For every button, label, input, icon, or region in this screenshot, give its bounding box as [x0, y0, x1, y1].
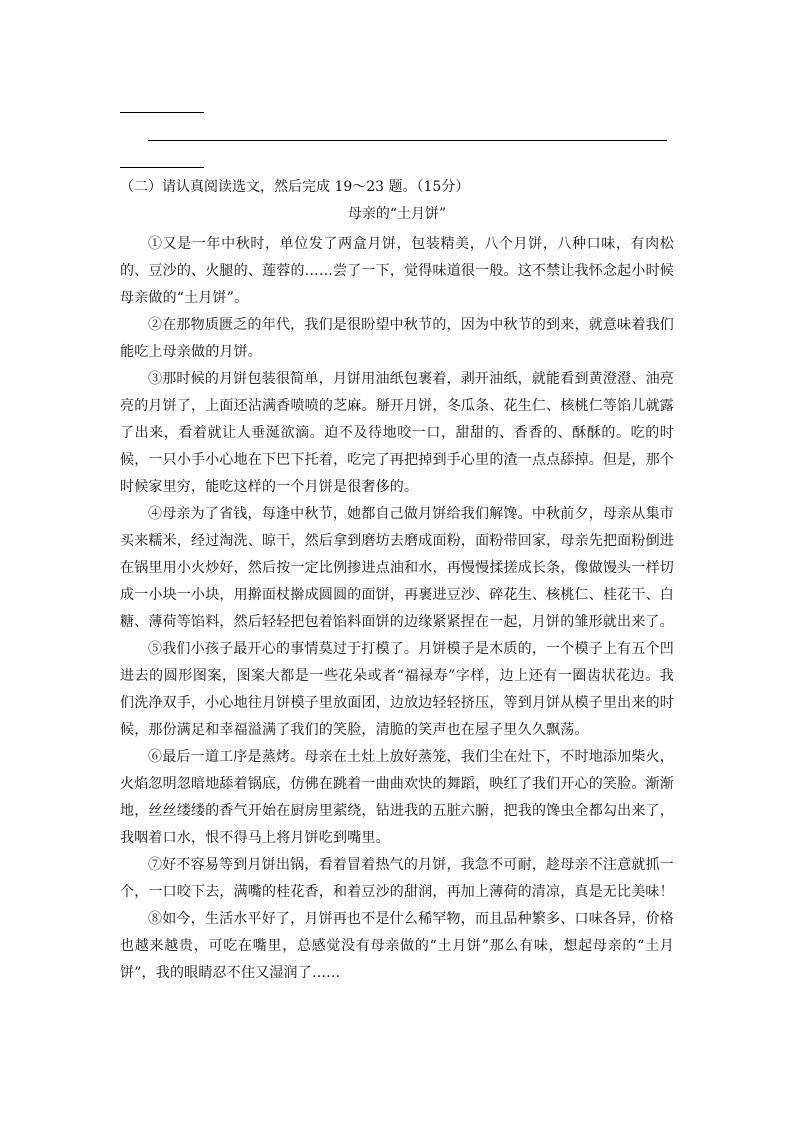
article-title: 母亲的“土月饼”: [347, 206, 447, 222]
paragraph-5: ⑤我们小孩子最开心的事情莫过于打模了。月饼模子是木质的，一个模子上有五个凹进去的圆形图案，图案大都是一些花朵或者“福禄寿”字样，边上还有一圈齿状花边。我们洗净双手，小心地往月饼模子里放面团，边放边轻轻挤压，等到月饼从模子里出来的时候，那份满足和幸福溢满了我们的笑脸，清脆的笑声也在屋子里久久飘荡。: [120, 641, 674, 738]
paragraph-4: ④母亲为了省钱，每逢中秋节，她都自己做月饼给我们解馋。中秋前夕，母亲从集市买来糯米，经过淘洗、晾干，然后拿到磨坊去磨成面粉，面粉带回家，母亲先把面粉倒进在锅里用小火炒好，然后按一定比例掺进点油和水，再慢慢揉搓成长条，像做馒头一样切成一小块一小块，用擀面杖擀成圆圆的面饼，再裹进豆沙、碎花生、核桃仁、桂花干、白糖、薄荷等馅料，然后轻轻把包着馅料面饼的边缘紧紧捏在一起，月饼的雏形就出来了。: [120, 506, 674, 630]
answer-line-short-bottom: [120, 167, 204, 168]
paragraph-2: ②在那物质匮乏的年代，我们是很盼望中秋节的，因为中秋节的到来，就意味着我们能吃上母亲做的月饼。: [120, 317, 674, 360]
article-body: [120, 231, 674, 987]
paragraph-1: ①又是一年中秋时，单位发了两盒月饼，包装精美，八个月饼，八种口味，有肉松的、豆沙的、火腿的、莲蓉的……尝了一下，觉得味道很一般。这不禁让我怀念起小时候母亲做的“土月饼”。: [120, 236, 674, 306]
paragraph-8: ⑧如今，生活水平好了，月饼再也不是什么稀罕物，而且品种繁多、口味各异，价格也越来越贵，可吃在嘴里，总感觉没有母亲做的“土月饼”那么有味，想起母亲的“土月饼”，我的眼睛忍不住又湿润了……: [120, 911, 674, 981]
section-instruction: （二）请认真阅读选文，然后完成 19～23 题。（15分）: [120, 179, 470, 195]
answer-line-long: [148, 140, 667, 141]
answer-line-short-top: [120, 112, 204, 113]
paragraph-6: ⑥最后一道工序是蒸烤。母亲在土灶上放好蒸笼，我们尘在灶下，不时地添加柴火，火焰忽明忽暗地舔着锅底，仿佛在跳着一曲曲欢快的舞蹈，映红了我们开心的笑脸。渐渐地，丝丝缕缕的香气开始在厨房里萦绕，钻进我的五脏六腑，把我的馋虫全都勾出来了，我咽着口水，恨不得马上将月饼吃到嘴里。: [120, 749, 674, 846]
paragraph-7: ⑦好不容易等到月饼出锅，看着冒着热气的月饼，我急不可耐，趁母亲不注意就抓一个，一口咬下去，满嘴的桂花香，和着豆沙的甜润，再加上薄荷的清凉，真是无比美味！: [120, 857, 674, 900]
paragraph-3: ③那时候的月饼包装很简单，月饼用油纸包裹着，剥开油纸，就能看到黄澄澄、油亮亮的月饼了，上面还沾满香喷喷的芝麻。掰开月饼，冬瓜条、花生仁、核桃仁等馅儿就露了出来，看着就让人垂涎欲滴。迫不及待地咬一口，甜甜的、香香的、酥酥的。吃的时候，一只小手小心地在下巴下托着，吃完了再把掉到手心里的渣一点点舔掉。但是，那个时候家里穷，能吃这样的一个月饼是很奢侈的。: [120, 371, 674, 495]
